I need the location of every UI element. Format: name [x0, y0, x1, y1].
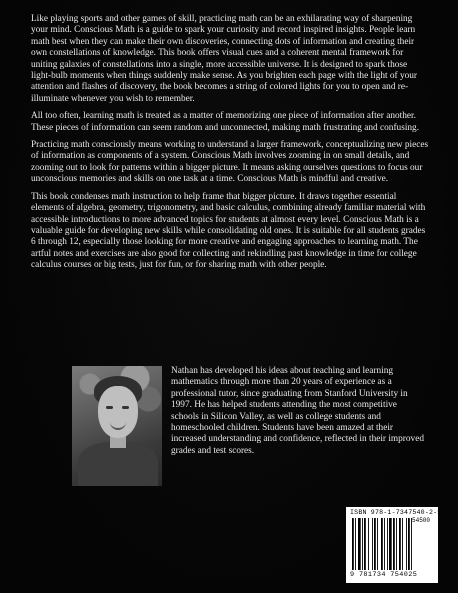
blurb-paragraph-1: Like playing sports and other games of skill, practicing math can be an exhilarating way of sharpening your mind. Conscious Math is a guide to spark your curiosity and record inspired insights. People learn math best when they can make their own discoveries, connecting dots of information and creating their own constellations of knowledge. This book offers visual cues and a coherent mental framework for uniting galaxies of constellations into a single, more accessible universe. It is designed to spark those light-bulb moments when things suddenly make sense. As you brighten each page with the light of your attention and flashes of discovery, the book becomes a string of colored lights for you to open and re-illuminate whenever you wish to remember.: [31, 14, 418, 104]
price-code: 54500: [412, 517, 431, 524]
barcode-digits: 9 781734 754025: [350, 571, 418, 579]
blurb-paragraph-4: This book condenses math instruction to help frame that bigger picture. It draws together essential elements of algebra, geometry, trigonometry, and basic calculus, combining already familiar material with accessible introductions to more advanced topics for students at almost every level. Conscious Math is a valuable guide for developing new skills while consolidating old ones. It is suitable for all students grades 6 through 12, especially those looking for more creative and engaging approaches to learning math. The artful notes and exercises are also good for collecting and rekindling past knowledge in time for college calculus courses or big tests, just for fun, or for sharing math with other people.: [31, 191, 426, 271]
barcode-bars: [352, 518, 432, 570]
author-bio: Nathan has developed his ideas about teaching and learning mathematics through more than 20 years of experience as a professional tutor, since graduating from Stanford University in 1997. He has helped students attending the most competitive schools in Silicon Valley, as well as college students and homeschooled children. Students have been amazed at their increased understanding and confidence, reflected in their improved grades and test scores.: [171, 366, 424, 456]
isbn-text: ISBN 978-1-7347540-2-5: [350, 509, 442, 516]
blurb-paragraph-3: Practicing math consciously means working to understand a larger framework, conceptualizing new pieces of information as components of a system. Conscious Math involves zooming in on small details, and zooming out to look for patterns within a bigger picture. It means asking ourselves questions to focus our unconscious memories and skills on one task at a time. Conscious Math is mindful and creative.: [31, 140, 429, 185]
author-section: [31, 366, 431, 526]
isbn-barcode: [346, 507, 442, 583]
blurb-paragraph-2: All too often, learning math is treated as a matter of memorizing one piece of information after another. These pieces of information can seem random and unconnected, making math frustrating and confusing.: [31, 111, 420, 133]
author-photo: [72, 366, 162, 486]
blurb-text: [31, 14, 429, 278]
